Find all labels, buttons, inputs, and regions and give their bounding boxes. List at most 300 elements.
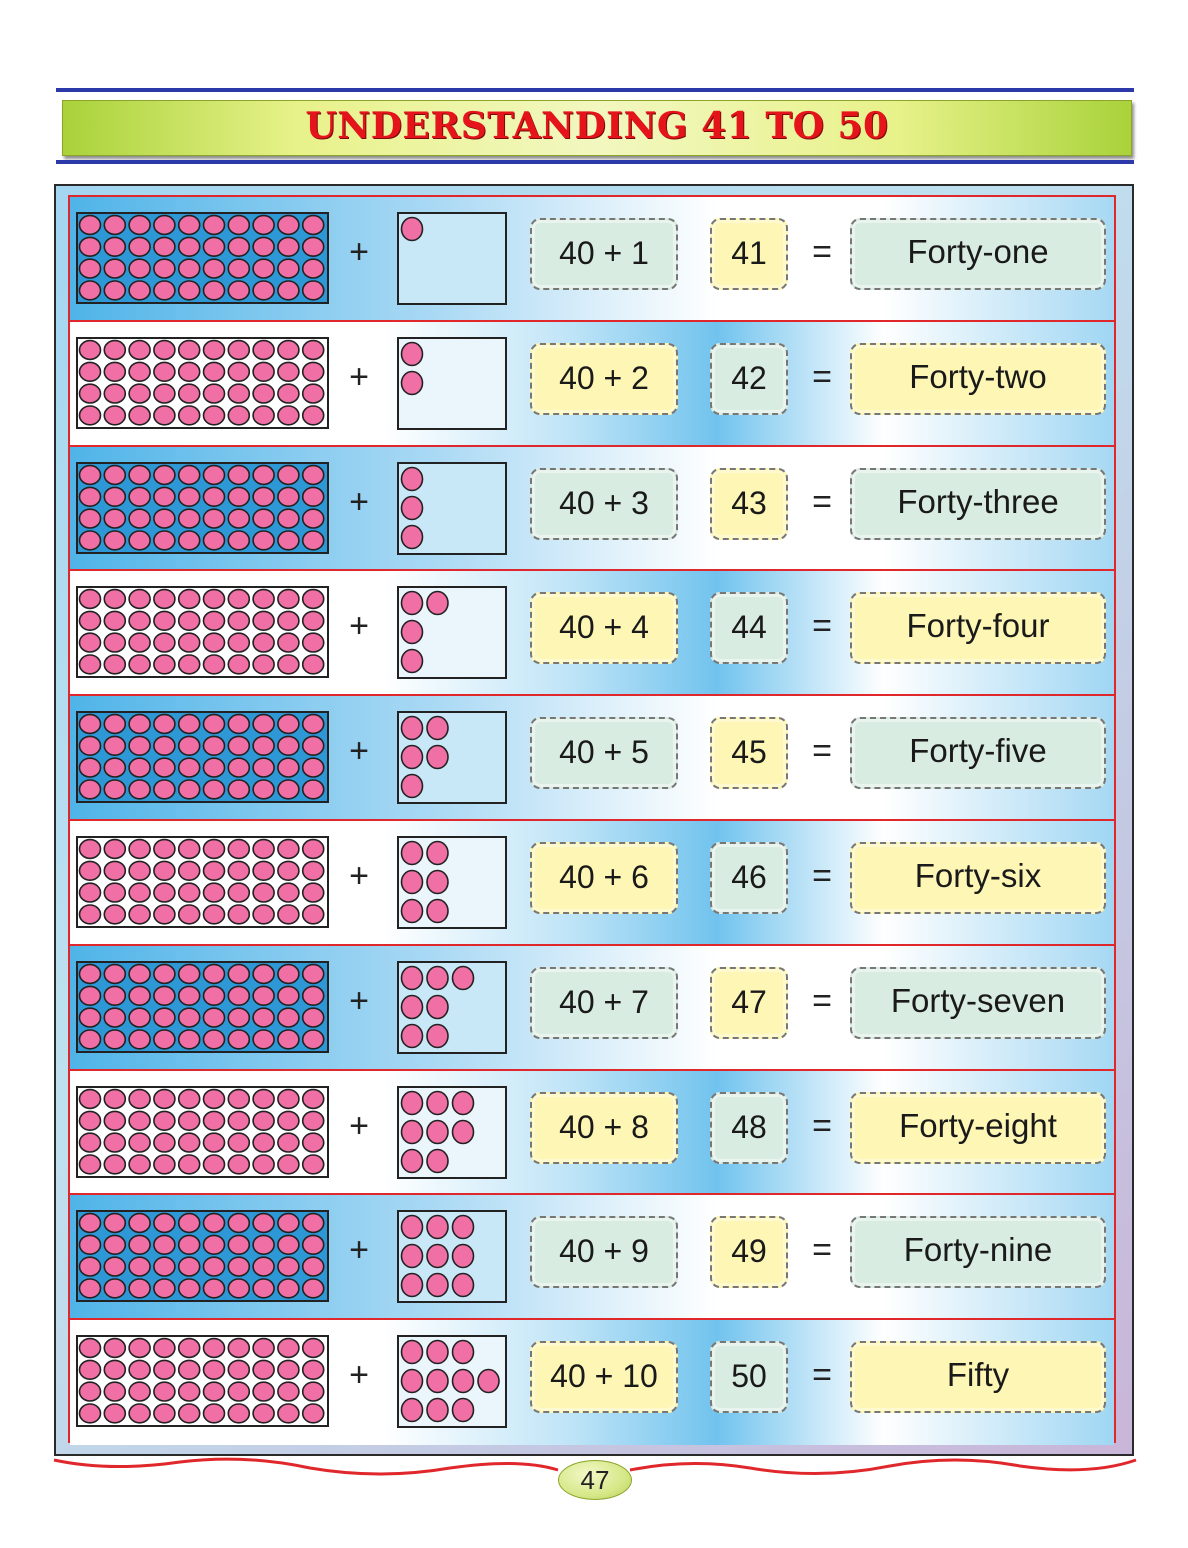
bead [402,218,423,241]
bead [278,487,299,506]
bead [228,1214,249,1233]
bead [204,1089,225,1108]
bead [228,634,249,653]
bead [129,216,150,235]
bead [154,1133,175,1152]
bead [129,737,150,756]
bead [278,1236,299,1255]
bead [427,746,448,769]
plus-sign: + [349,857,369,895]
bead [228,1404,249,1423]
bead [179,1404,200,1423]
bead [104,986,125,1005]
bead [253,406,274,425]
bead [278,1089,299,1108]
bead [129,590,150,609]
bead [253,715,274,734]
bead [278,715,299,734]
bead [228,1030,249,1049]
bead [228,509,249,528]
bead [402,467,423,490]
table-row [70,571,1114,696]
bead [427,1274,448,1297]
bead [204,861,225,880]
number-word: Forty-four [850,592,1106,664]
bead [427,1399,448,1422]
bead [104,861,125,880]
bead [204,758,225,777]
bead [80,531,101,550]
bead [228,1382,249,1401]
bead [179,1236,200,1255]
bead [253,531,274,550]
tens-bead-box [76,1086,329,1178]
bead [228,259,249,278]
bead [179,737,200,756]
bead [80,216,101,235]
bead [253,1279,274,1298]
bead [453,966,474,989]
bead [154,1404,175,1423]
bead [204,216,225,235]
bead [453,1370,474,1393]
bead [278,655,299,674]
bead [253,362,274,381]
bead [80,237,101,256]
number-word: Fifty [850,1341,1106,1413]
bead [80,362,101,381]
plus-sign: + [349,1356,369,1395]
bead [303,362,324,381]
bead [204,1382,225,1401]
bead [402,1091,423,1114]
bead [253,487,274,506]
bead [204,964,225,983]
bead [228,758,249,777]
table-row [70,821,1114,946]
bead [154,281,175,300]
bead [154,1339,175,1358]
bead [278,340,299,359]
bead [179,655,200,674]
bead [129,281,150,300]
bead [104,590,125,609]
bead [204,1111,225,1130]
ones-bead-box [397,711,507,804]
bead [129,384,150,403]
bead [303,1214,324,1233]
ones-bead-box [397,337,507,430]
bead [204,1361,225,1380]
bead [179,883,200,902]
bead [104,465,125,484]
bead [427,592,448,615]
bead [402,621,423,644]
bead [204,465,225,484]
bead [80,465,101,484]
bead [204,737,225,756]
bead [253,1089,274,1108]
bead [278,986,299,1005]
bead [253,1008,274,1027]
bead [179,1279,200,1298]
bead [154,1258,175,1277]
bead [228,1111,249,1130]
bead [228,737,249,756]
bead [278,509,299,528]
bead [104,715,125,734]
bead [80,1214,101,1233]
bead [303,1382,324,1401]
bead [179,758,200,777]
number-value: 47 [710,967,788,1039]
bead [154,1008,175,1027]
bead [204,780,225,799]
bead [228,281,249,300]
sum-expression: 40 + 1 [530,218,678,290]
bead [129,1133,150,1152]
bead [154,861,175,880]
bead [278,406,299,425]
bead [154,509,175,528]
bead [80,758,101,777]
bead [129,905,150,924]
bead [278,634,299,653]
bead [278,1382,299,1401]
bead [427,1120,448,1143]
bead [453,1341,474,1364]
equals-sign: = [812,1231,832,1270]
bead [204,237,225,256]
bead [303,465,324,484]
bead [80,737,101,756]
bead [228,655,249,674]
tens-bead-box [76,462,329,554]
bead [154,362,175,381]
bead [253,737,274,756]
bead [204,1214,225,1233]
bead [104,259,125,278]
bead [179,1133,200,1152]
bead [80,1339,101,1358]
bead [80,340,101,359]
bead [129,465,150,484]
table-row [70,447,1114,572]
bead [204,1339,225,1358]
bead [278,1133,299,1152]
bead [80,1279,101,1298]
bead [129,509,150,528]
bead [104,1382,125,1401]
ones-bead-box [397,961,507,1054]
bead [80,1361,101,1380]
bead [402,871,423,894]
bead [129,487,150,506]
number-value: 41 [710,218,788,290]
bead [303,780,324,799]
bead [204,986,225,1005]
bead [278,362,299,381]
sum-expression: 40 + 9 [530,1216,678,1288]
bead [278,612,299,631]
bead [154,905,175,924]
bead [129,1236,150,1255]
bead [278,1339,299,1358]
bead [179,509,200,528]
bead [303,737,324,756]
bead [303,1030,324,1049]
bead [80,1404,101,1423]
number-value: 45 [710,717,788,789]
bead [80,259,101,278]
bead [129,715,150,734]
bead [179,465,200,484]
bead [104,509,125,528]
equals-sign: = [812,981,832,1020]
bead [427,842,448,865]
bead [179,986,200,1005]
plus-sign: + [349,1231,369,1270]
bead [179,259,200,278]
bead [228,1008,249,1027]
bead [154,1214,175,1233]
tens-bead-box [76,711,329,803]
bead [253,384,274,403]
bead [154,1030,175,1049]
bead [253,465,274,484]
bead [228,362,249,381]
bead [80,1155,101,1174]
bead [253,1258,274,1277]
bead [104,1111,125,1130]
equals-sign: = [812,732,832,771]
bead [154,634,175,653]
ones-bead-box [397,1210,507,1303]
bead [253,1361,274,1380]
bead [228,216,249,235]
bead [228,1155,249,1174]
bead [228,465,249,484]
number-value: 43 [710,468,788,540]
bead [179,964,200,983]
bead [154,840,175,859]
bead [278,1258,299,1277]
sum-expression: 40 + 3 [530,468,678,540]
bead [104,1155,125,1174]
bead [179,1361,200,1380]
bead [129,634,150,653]
bead [154,216,175,235]
bead [204,1133,225,1152]
number-value: 49 [710,1216,788,1288]
bead [402,525,423,548]
bead [427,1216,448,1239]
bead [204,655,225,674]
bead [104,1089,125,1108]
bead [253,259,274,278]
plus-sign: + [349,482,369,521]
bead [402,650,423,673]
bead [154,1111,175,1130]
bead [303,715,324,734]
bead [179,840,200,859]
number-table [68,195,1116,1443]
bead [402,1341,423,1364]
bead [179,340,200,359]
bead [204,531,225,550]
bead [253,1111,274,1130]
bead [228,964,249,983]
bead [427,1370,448,1393]
bead [278,1155,299,1174]
bead [303,216,324,235]
bead [104,1214,125,1233]
bead [104,216,125,235]
bead [253,905,274,924]
bead [154,964,175,983]
ones-bead-box [397,212,507,305]
number-value: 46 [710,842,788,914]
bead [154,1382,175,1401]
top-rule-lower [56,160,1134,164]
number-word: Forty-six [850,842,1106,914]
bead [129,1404,150,1423]
bead [278,1404,299,1423]
bead [278,216,299,235]
bead [253,780,274,799]
bead [129,986,150,1005]
bead [303,905,324,924]
bead [303,237,324,256]
bead [80,509,101,528]
bead [104,340,125,359]
number-word: Forty-seven [850,967,1106,1039]
bead [228,1279,249,1298]
bead [129,1258,150,1277]
bead [278,531,299,550]
bead [253,964,274,983]
bead [80,1133,101,1152]
bead [303,1279,324,1298]
bead [154,737,175,756]
bead [427,1024,448,1047]
bead [204,883,225,902]
bead [179,1214,200,1233]
bead [228,590,249,609]
bead [253,634,274,653]
bead [179,531,200,550]
bead [154,655,175,674]
bead [228,780,249,799]
bead [402,775,423,798]
bead [253,1030,274,1049]
bead [278,1111,299,1130]
number-value: 48 [710,1092,788,1164]
page-number: 47 [558,1460,632,1500]
number-word: Forty-five [850,717,1106,789]
sum-expression: 40 + 7 [530,967,678,1039]
bead [104,840,125,859]
bead [278,1030,299,1049]
bead [104,634,125,653]
plus-sign: + [349,233,369,271]
bead [179,384,200,403]
bead [154,237,175,256]
bead [80,986,101,1005]
bead [104,883,125,902]
bead [453,1091,474,1114]
bead [278,964,299,983]
bead [129,861,150,880]
bead [104,531,125,550]
table-row [70,696,1114,821]
bead [478,1370,499,1393]
bead [253,1382,274,1401]
equals-sign: = [812,482,832,521]
bead [104,1279,125,1298]
bead [303,281,324,300]
bead [204,612,225,631]
bead [278,780,299,799]
bead [104,384,125,403]
bead [129,1111,150,1130]
bead [129,655,150,674]
bead [179,487,200,506]
bead [278,861,299,880]
bead [402,1120,423,1143]
bead [80,634,101,653]
bead [402,342,423,365]
bead [104,905,125,924]
bead [80,1258,101,1277]
bead [453,1245,474,1268]
bead [154,780,175,799]
bead [154,1279,175,1298]
bead [179,590,200,609]
bead [80,1236,101,1255]
bead [253,1404,274,1423]
bead [204,634,225,653]
bead [228,1339,249,1358]
bead [253,509,274,528]
bead [204,340,225,359]
bead [453,1274,474,1297]
bead [104,1236,125,1255]
bead [427,1149,448,1172]
bead [179,362,200,381]
number-word: Forty-three [850,468,1106,540]
bead [179,406,200,425]
ones-bead-box [397,1335,507,1428]
bead [154,590,175,609]
bead [228,612,249,631]
bead [402,900,423,923]
bead [253,1214,274,1233]
bead [303,1133,324,1152]
bead [104,758,125,777]
bead [278,883,299,902]
bead [104,612,125,631]
bead [179,1382,200,1401]
bead [228,715,249,734]
bead [402,1245,423,1268]
bead [129,406,150,425]
bead [427,995,448,1018]
bead [179,780,200,799]
bead [303,840,324,859]
bead [129,237,150,256]
bead [104,1361,125,1380]
